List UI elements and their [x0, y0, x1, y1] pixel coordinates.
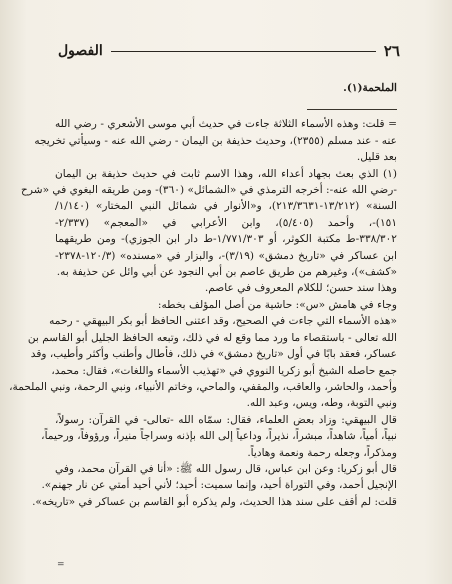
footnote-line: ١٥١)-، وأحمد (٥/٤٠٥)، وابن الأعرابي في «المعجم» (٢/٣٣٧- [55, 216, 398, 229]
page-body [9, 80, 398, 510]
footnote-line: وأحمد، والحاشر، والعاقب، والمقفي، والماحي، وخاتم الأنبياء، ونبي الرحمة، ونبي الملحمة، [9, 380, 397, 393]
footnote-line: جمع حاصله الشيخ أبو زكريا النووي في «تهذيب الأسماء واللغات»، فقال: محمد، [51, 364, 397, 377]
chapter-title: الفصول [58, 43, 103, 59]
footnote-line: السنة» (١٣/٢١٢-٢١٣/٣٦٣١)، و«الأنوار في شمائل النبي المختار» (١/١٤٠/ [55, 200, 397, 213]
footnote-line: عساكر، فعقد بابًا في أول «تاريخ دمشق» في ذلك، فأطال وأطنب وأكثر وأطيب، وقد [30, 348, 397, 361]
footnote-line: بعد قليل. [356, 151, 397, 164]
continuation-mark: = [57, 560, 65, 570]
footnote-line: قال البيهقي: وزاد بعض العلماء، فقال: سمّاه الله -تعالى- في القرآن: رسولاً، [55, 413, 397, 426]
footnote-line: وهذا سند حسن؛ للكلام المعروف في عاصم. [204, 282, 397, 295]
footnote-line: قال أبو زكريا: وعن ابن عباس، قال رسول الله ﷺ: «أنا في القرآن محمد، وفي [55, 462, 397, 475]
footnote-line: «هذه الأسماء التي جاءت في الصحيح، وقد اعتنى الحافظ أبو بكر البيهقي - رحمه [49, 315, 397, 328]
footnote-line: -رضي الله عنه-: أخرجه الترمذي في «الشمائل» (٣٦٠)- ومن طريقه البغوي في «شرح [21, 184, 397, 197]
footnote-separator [307, 109, 397, 110]
footnote-line: الله تعالى - باستقصاء ما ورد مما وقع له في ذلك، وتبعه الحافظ الجليل أبو القاسم بن [27, 331, 397, 344]
header-rule [111, 51, 376, 52]
footnote-line: ابن عساكر في «تاريخ دمشق» (٣/١٩)-، والبزار في «مسنده» (١٢٠/٣-٢٣٧٨- [55, 249, 397, 262]
spacer [55, 96, 397, 106]
footnote-line: (١) الذي بعث بجهاد أعداء الله، وهذا الاسم ثابت في حديث حذيفة بن اليمان [55, 167, 397, 180]
footnote-line: ومذكراً، وجعله رحمة ونعمة وهادياً. [247, 446, 397, 459]
running-header [58, 40, 400, 62]
footnote-line: = قلت: وهذه الأسماء الثلاثة جاءت في حديث أبي موسى الأشعري - رضي الله [55, 118, 397, 131]
footnote-line: ٣٣٨/٣٠٢-ط مكتبة الكوثر، أو ١/٧٧١/٣٠٣-ط دار ابن الجوزي)- ومن طريقهما [55, 233, 397, 246]
main-text-line: الملحمة(١). [343, 82, 397, 94]
footnote-line: الإنجيل أحمد، وفي التوراة أحيد، وإنما سميت: أحيد؛ لأني أحيد أمتي عن نار جهنم». [41, 479, 397, 492]
footnote-line: «كشف»)، وغيرهم من طريق عاصم بن أبي النجود عن أبي وائل عن حذيفة به. [56, 266, 397, 279]
footnote-line: وجاء في هامش «س»: حاشية من أصل المؤلف بخطه: [157, 298, 397, 311]
page-number: ٢٦ [383, 42, 400, 60]
footnote-line: نبياً، أمياً، شاهداً، مبشراً، نذيراً، وداعياً إلى الله بإذنه وسراجاً منيراً، ورؤوفاً، ورحيماً، [41, 430, 397, 443]
footnote-line: ونبي التوبة، وطه، ويس، وعبد الله. [246, 397, 397, 410]
footnote-line: عنه - عند مسلم (٢٣٥٥)، وحديث حذيفة بن اليمان - رضي الله عنه - وسيأتي تخريجه [34, 134, 397, 147]
footnote-line: قلت: لم أقف على سند هذا الحديث، ولم يذكره أبو القاسم بن عساكر في «تاريخه». [32, 495, 397, 508]
